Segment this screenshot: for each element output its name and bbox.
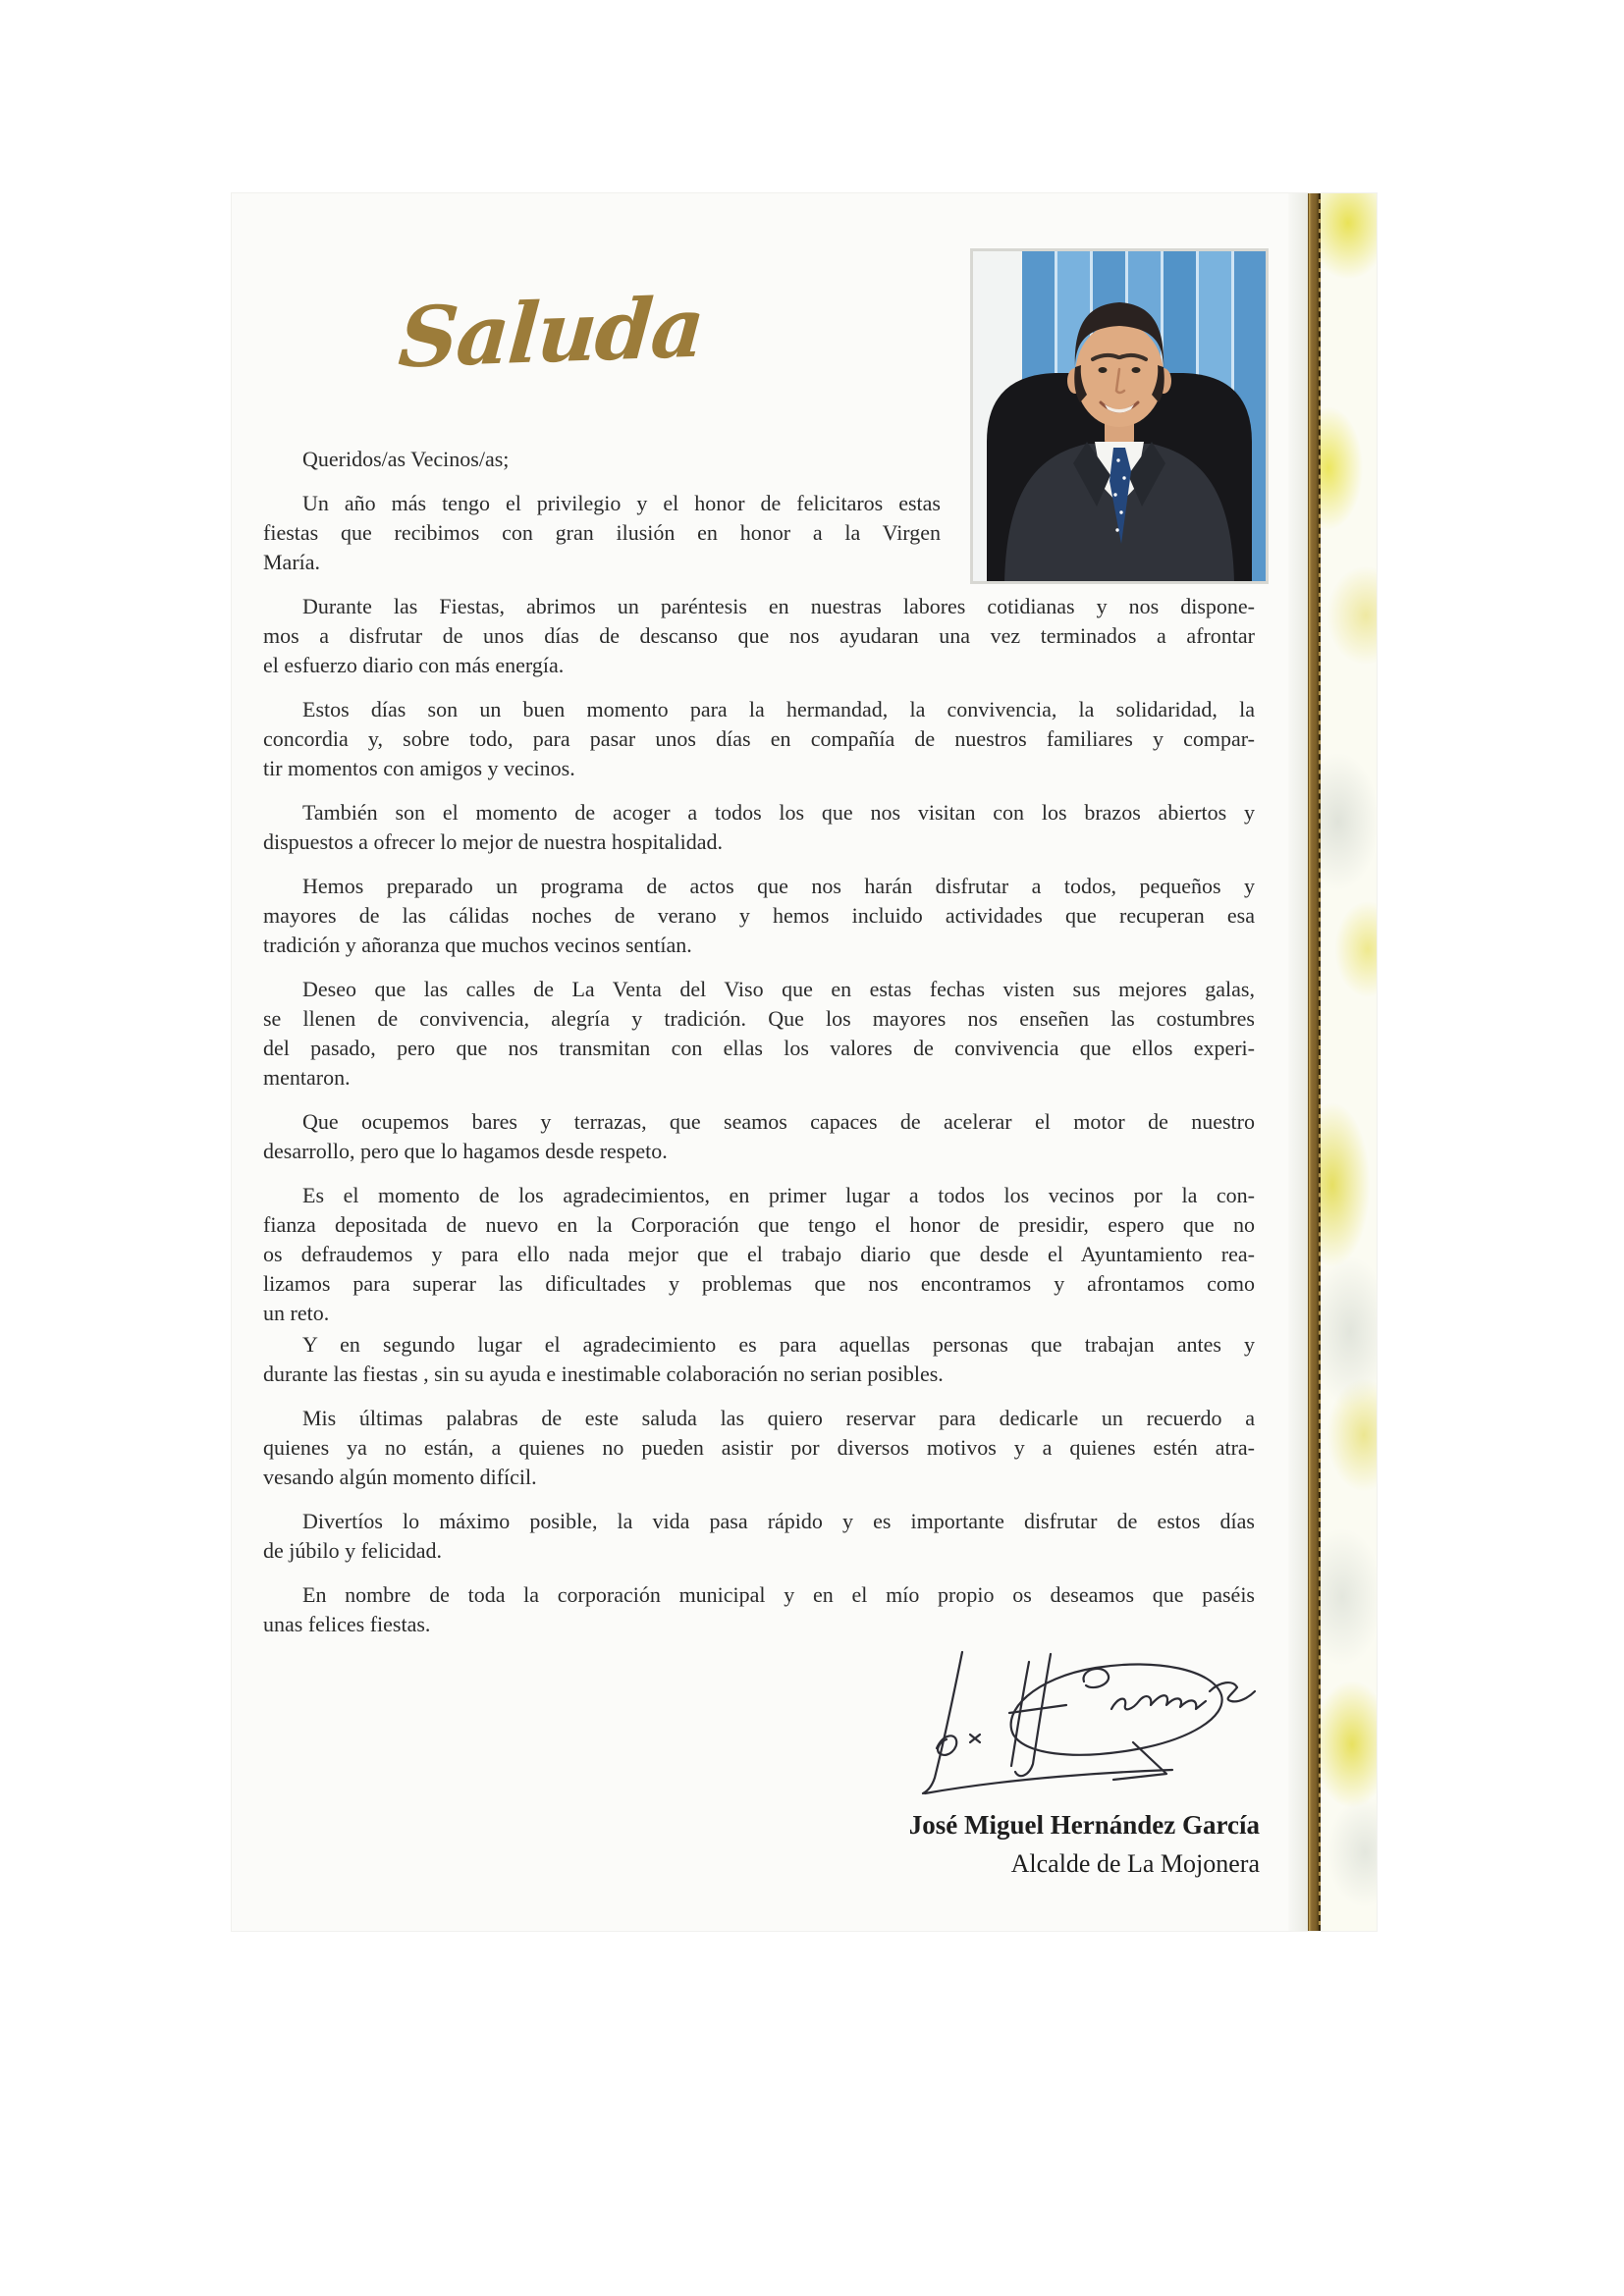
body-line: Hemos preparado un programa de actos que nos harán disfrutar a todos, pequeños y (302, 874, 1255, 898)
body-line: Deseo que las calles de La Venta del Viso que en estas fechas visten sus mejores galas, (302, 977, 1255, 1001)
body-line: os defraudemos y para ello nada mejor que el trabajo diario que desde el Ayuntamiento rea- (263, 1242, 1255, 1266)
paragraph (263, 1404, 1255, 1492)
scanned-letter-page (232, 193, 1377, 1931)
body-line: También son el momento de acoger a todos los que nos visitan con los brazos abiertos y (302, 800, 1255, 825)
paragraph (263, 1507, 1255, 1566)
body-line: En nombre de toda la corporación municipal y en el mío propio os deseamos que paséis (302, 1582, 1255, 1607)
body-line: tradición y añoranza que muchos vecinos sentían. (263, 933, 692, 957)
watercolor-border-strip (1321, 193, 1377, 1931)
page-title: Saluda (396, 278, 707, 387)
body-line: Y en segundo lugar el agradecimiento es para aquellas personas que trabajan antes y (302, 1332, 1255, 1357)
letter-body (263, 445, 1255, 1654)
body-line: Que ocupemos bares y terrazas, que seamos capaces de acelerar el motor de nuestro (302, 1109, 1255, 1134)
body-line: desarrollo, pero que lo hagamos desde respeto. (263, 1139, 668, 1163)
body-line: el esfuerzo diario con más energía. (263, 653, 565, 677)
paragraph (263, 798, 1255, 857)
paragraph (263, 975, 1255, 1093)
body-line: dispuestos a ofrecer lo mejor de nuestra hospitalidad. (263, 829, 723, 854)
signatory-name: José Miguel Hernández García (908, 1810, 1260, 1840)
body-line: del pasado, pero que nos transmitan con ellas los valores de convivencia que ellos experi- (263, 1036, 1255, 1060)
paragraph (263, 1181, 1255, 1328)
greeting (263, 445, 1255, 474)
body-line: se llenen de convivencia, alegría y tradición. Que los mayores nos enseñen las costumbres (263, 1006, 1255, 1031)
body-line: Divertíos lo máximo posible, la vida pasa rápido y es importante disfrutar de estos días (302, 1509, 1255, 1533)
body-line: lizamos para superar las dificultades y problemas que nos encontramos y afrontamos como (263, 1271, 1255, 1296)
page-gutter-shadow (1288, 193, 1308, 1931)
greeting-line: Queridos/as Vecinos/as; (302, 447, 510, 471)
paragraph (263, 695, 1255, 783)
body-line: Un año más tengo el privilegio y el honor de felicitaros estas (302, 491, 941, 515)
body-line: Estos días son un buen momento para la hermandad, la convivencia, la solidaridad, la (302, 697, 1255, 721)
body-line: Durante las Fiestas, abrimos un paréntesis en nuestras labores cotidianas y nos dispone- (302, 594, 1255, 618)
paragraph (263, 592, 1255, 680)
body-line: Mis últimas palabras de este saluda las quiero reservar para dedicarle un recuerdo a (302, 1406, 1255, 1430)
body-line: mos a disfrutar de unos días de descanso que nos ayudaran una vez terminados a afrontar (263, 623, 1255, 648)
body-line: concordia y, sobre todo, para pasar unos días en compañía de nuestros familiares y compar- (263, 726, 1255, 751)
body-line: vesando algún momento difícil. (263, 1465, 537, 1489)
body-line: María. (263, 550, 321, 574)
body-line: fianza depositada de nuevo en la Corporación que tengo el honor de presidir, espero que no (263, 1212, 1255, 1237)
paragraph (263, 1330, 1255, 1389)
body-line: un reto. (263, 1301, 330, 1325)
body-line: quienes ya no están, a quienes no pueden asistir por diversos motivos y a quienes estén atra- (263, 1435, 1255, 1460)
paragraph (263, 1580, 1255, 1639)
body-line: tir momentos con amigos y vecinos. (263, 756, 575, 780)
handwritten-signature (919, 1648, 1263, 1805)
body-line: fiestas que recibimos con gran ilusión en honor a la Virgen (263, 520, 941, 545)
paragraph (263, 489, 941, 577)
paragraph (263, 1107, 1255, 1166)
body-line: unas felices fiestas. (263, 1612, 431, 1636)
paragraph (263, 872, 1255, 960)
signatory-role: Alcalde de La Mojonera (1010, 1849, 1260, 1878)
gold-border-line (1308, 193, 1321, 1931)
body-line: mayores de las cálidas noches de verano y hemos incluido actividades que recuperan esa (263, 903, 1255, 928)
body-line: de júbilo y felicidad. (263, 1538, 443, 1563)
body-line: mentaron. (263, 1065, 351, 1090)
signature-block (909, 1805, 1260, 1884)
body-line: durante las fiestas , sin su ayuda e inestimable colaboración no serian posibles. (263, 1362, 944, 1386)
body-line: Es el momento de los agradecimientos, en primer lugar a todos los vecinos por la con- (302, 1183, 1255, 1207)
